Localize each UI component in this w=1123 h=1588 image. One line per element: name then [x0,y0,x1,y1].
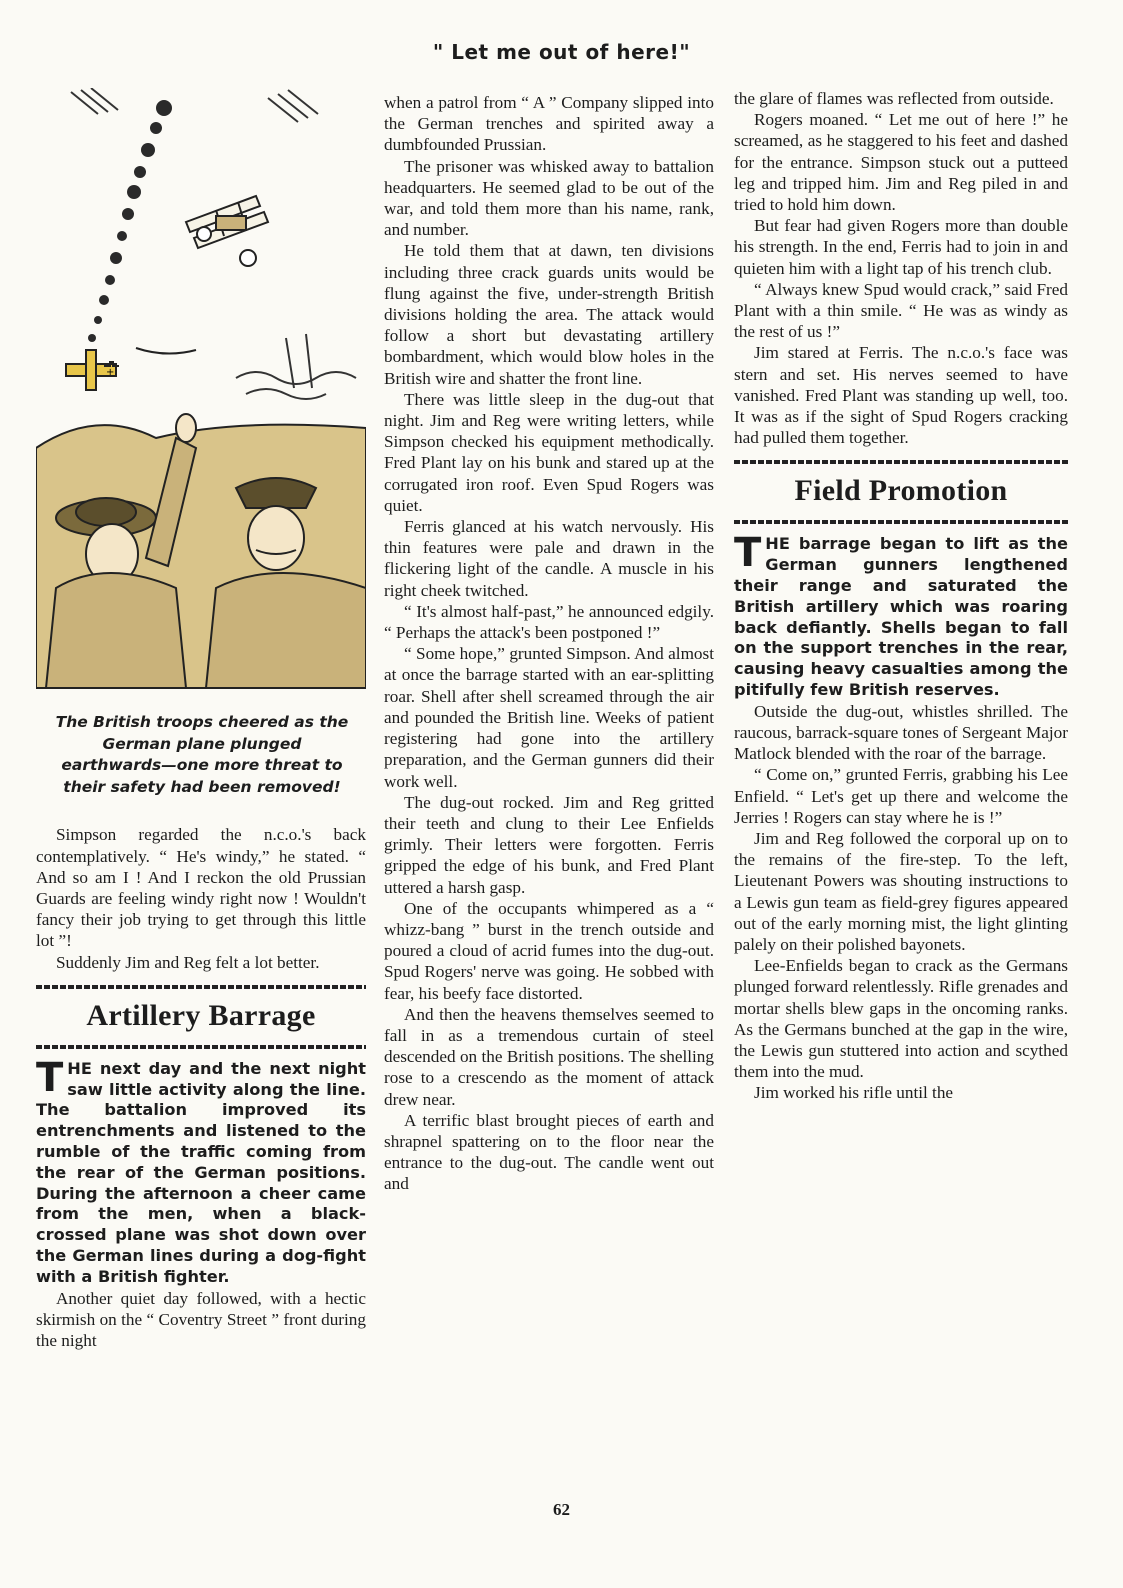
section-rule [36,985,366,989]
section-rule [36,1045,366,1049]
col2-paragraph: One of the occupants whimpered as a “ whizz-bang ” burst in the trench outside and poured a cloud of acrid fumes into the dug-out. Spud Rogers' nerve was going. He sobbed with fear, his beefy face distorted. [384,898,714,1003]
col1-paragraph: Simpson regarded the n.c.o.'s back contemplatively. “ He's windy,” he stated. “ And so am I ! And I reckon the old Prussian Guards are feeling windy right now ! Wouldn't fancy their job trying to get through this little lot ”! [36,825,366,951]
col3-paragraph: Jim worked his rifle until the [754,1083,954,1103]
sky-streaks [71,88,318,122]
drop-cap: T [36,1054,64,1101]
col2-paragraph: The prisoner was whisked away to battalion headquarters. He seemed glad to be out of the war, and told them more than his name, rank, and number. [384,156,714,240]
col2-paragraph: And then the heavens themselves seemed to fall in as a tremendous curtain of steel descended on the British positions. The shelling rose to a crescendo as the moment of attack drew near. [384,1004,714,1109]
british-biplane-icon [186,196,268,266]
col3-paragraph: “ Always knew Spud would crack,” said Fred Plant with a thin smile. “ He was as windy as the rest of us !” [734,279,1068,342]
col2-paragraph: The dug-out rocked. Jim and Reg gritted their teeth and clung to their Lee Enfields grimly. Their letters were forgotten. Ferris gripped the edge of his bunk, and Fred Plant uttered a harsh gasp. [384,792,714,897]
col3-paragraph: Rogers moaned. “ Let me out of here !” he screamed, as he staggered to his feet and dashed for the entrance. Simpson stuck out a putteed leg and tripped him. Jim and Reg piled in and tried to hold him down. [734,110,1068,215]
column-2 [384,92,714,1195]
col3-paragraph: Outside the dug-out, whistles shrilled. The raucous, barrack-square tones of Sergeant Major Matlock blended with the roar of the barrage. [734,701,1068,764]
col3-paragraph: “ Come on,” grunted Ferris, grabbing his Lee Enfield. “ Let's get up there and welcome the Jerries ! Rogers can stay where he is !” [734,765,1068,827]
col2-paragraph: when a patrol from “ A ” Company slipped into the German trenches and spirited away a dumbfounded Prussian. [384,93,714,155]
section-heading-artillery-barrage: Artillery Barrage [86,998,316,1032]
lead-paragraph [36,1054,366,1288]
lead-paragraph [734,530,1068,700]
col2-paragraph: He told them that at dawn, ten divisions including three crack guards units would be flung against the five, under-strength British divisions holding the area. The attack would follow a short but devastating artillery bombardment, which would blow holes in the British wire and shatter the front line. [384,241,714,388]
running-title: " Let me out of here!" [432,40,691,64]
trench-illustration [36,88,366,708]
drop-cap: T [734,530,762,577]
smoke-trail [88,100,172,342]
column-3 [734,88,1068,1104]
svg-text:+: + [106,367,115,378]
section-rule [734,460,1068,464]
col3-paragraph: But fear had given Rogers more than double his strength. In the end, Ferris had to join in and quieten him with a light tap of his trench club. [734,216,1068,278]
col3-paragraph: the glare of flames was reflected from outside. [734,89,1054,108]
section-heading-field-promotion: Field Promotion [794,474,1008,508]
col1-paragraph: Suddenly Jim and Reg felt a lot better. [56,952,320,972]
barbed-wire [236,334,356,399]
page-number: 62 [553,1500,570,1519]
col2-paragraph: “ Some hope,” grunted Simpson. And almost at once the barrage started with an ear-splitting roar. Shell after shell screamed through the air and pounded the British line. Weeks of patient registering had gone into the artillery preparation, and the German gunners did their work well. [384,644,714,791]
col3-paragraph: Jim and Reg followed the corporal up on to the remains of the fire-step. To the left, Lieutenant Powers was shouting instructions to a Lewis gun team as field-grey figures appeared out of the early morning mist, the light glinting palely on their polished bayonets. [734,829,1068,955]
col2-paragraph: “ It's almost half-past,” he announced edgily. “ Perhaps the attack's been postponed !” [384,601,714,643]
col1-paragraph: Another quiet day followed, with a hectic skirmish on the “ Coventry Street ” front during the night [36,1288,366,1350]
german-plane-icon [66,350,119,390]
col3-paragraph: Jim stared at Ferris. The n.c.o.'s face was stern and set. His nerves seemed to have vanished. Fred Plant was standing up well, too. It was as if the sight of Spud Rogers cracking had pulled them together. [734,343,1068,448]
col2-paragraph: There was little sleep in the dug-out that night. Jim and Reg were writing letters, while Simpson checked his equipment methodically. Fred Plant lay on his bunk and stared up at the corrugated iron roof. Even Spud Rogers was quiet. [384,389,714,515]
col2-paragraph: Ferris glanced at his watch nervously. His thin features were pale and drawn in the flickering light of the candle. A muscle in his right cheek twitched. [384,517,714,600]
illustration-caption: The British troops cheered as the German plane plunged earthwards—one more threat to their safety had been removed! [55,713,349,796]
col3-paragraph: Lee-Enfields began to crack as the Germans plunged forward relentlessly. Rifle grenades and mortar shells blew gaps in the oncoming ranks. As the Germans bunched at the gap in the wire, the Lewis gun stuttered into action and scythed them into the mud. [734,956,1068,1082]
col2-paragraph: A terrific blast brought pieces of earth and shrapnel spattering on to the floor near the entrance to the dug-out. The candle went out and [384,1110,714,1194]
column-1 [36,88,366,1351]
lead-text: HE barrage began to lift as the German gunners lengthened their range and saturated the British artillery which was roaring back defiantly. Shells began to fall on the support trenches in the rear, causing heavy casualties among the pitifully few British reserves. [734,534,1068,700]
lead-text: HE next day and the next night saw little activity along the line. The battalion improved its entrenchments and listened to the rumble of the traffic coming from the rear of the German positions. During the afternoon a cheer came from the men, when a black-crossed plane was shot down over the German lines during a dog-fight with a British fighter. [36,1058,366,1286]
illustration-svg [36,88,366,708]
section-rule [734,520,1068,524]
